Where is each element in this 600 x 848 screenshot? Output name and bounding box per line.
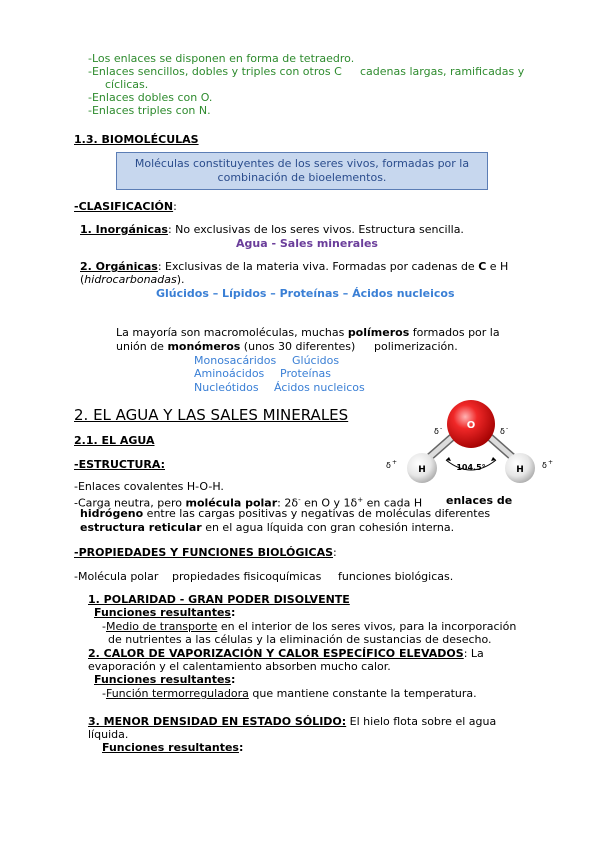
e2-sup1: - xyxy=(298,496,301,504)
macro-monomeros: monómeros xyxy=(167,340,241,353)
mono-2: Aminoácidos xyxy=(194,367,265,380)
carbon-item-1: -Los enlaces se disponen en forma de tetraedro. xyxy=(88,52,355,65)
water-molecule-diagram xyxy=(380,396,564,496)
prop3-line2: líquida. xyxy=(88,728,129,741)
organicas-row xyxy=(80,260,508,273)
prop3-row xyxy=(88,715,496,728)
prop1-medio-transporte: Medio de transporte xyxy=(105,620,218,633)
macro-line2-c: (unos 30 diferentes) xyxy=(240,340,356,353)
carbon-item-2-cont: cadenas largas, ramificadas y xyxy=(360,65,525,78)
hydrogen-left-label: H xyxy=(418,465,426,475)
biomol-box-line1: Moléculas constituyentes de los seres vivos, formadas por la xyxy=(134,157,470,170)
e2-sup2: + xyxy=(357,496,364,504)
organicas-c: C xyxy=(478,260,487,273)
organicas-e-h: e H xyxy=(489,260,509,273)
estructura-line3 xyxy=(80,507,490,520)
oxygen-label: O xyxy=(466,420,476,431)
prop2-f-text: que mantiene constante la temperatura. xyxy=(248,687,477,700)
prop-line-fisico: propiedades fisicoquímicas xyxy=(172,570,322,583)
estructura-line4 xyxy=(80,521,454,534)
prop2-f-line xyxy=(102,687,477,700)
delta-h-right-sign: + xyxy=(548,459,554,466)
prop3-rest: El hielo flota sobre el agua xyxy=(346,715,497,728)
e2-c: : 2δ xyxy=(277,496,299,510)
prop2-rest: : La xyxy=(463,647,484,660)
prop1-f-text: en el interior de los seres vivos, para la incorporación xyxy=(217,620,517,633)
e3-b: entre las cargas positivas y negativas de moléculas diferentes xyxy=(143,507,491,520)
prop2-dash: - xyxy=(102,687,106,700)
carbon-item-2-wrap: cíclicas. xyxy=(105,78,149,91)
prop2-title: 2. CALOR DE VAPORIZACIÓN Y CALOR ESPECÍFICO ELEVADOS xyxy=(88,647,464,660)
e2-e: en cada H xyxy=(363,496,423,510)
propiedades-colon: : xyxy=(333,546,337,559)
prop1-func-label: Funciones resultantes xyxy=(94,606,231,619)
delta-left-o-sign: - xyxy=(440,425,443,432)
prop2-row xyxy=(88,647,484,660)
prop3-func-label: Funciones resultantes xyxy=(102,741,239,754)
organicas-paren-close: ). xyxy=(176,273,185,286)
e3-hidrogeno: hidrógeno xyxy=(80,507,144,520)
inorganicas-label: 1. Inorgánicas xyxy=(80,223,168,236)
macro-line2-a: unión de xyxy=(116,340,168,353)
delta-h-left-sign: + xyxy=(392,459,398,466)
estructura-line1: -Enlaces covalentes H-O-H. xyxy=(74,480,224,493)
carbon-item-4: -Enlaces triples con N. xyxy=(88,104,211,117)
poly-2: Proteínas xyxy=(280,367,332,380)
macro-line2 xyxy=(116,340,355,353)
macro-line1 xyxy=(116,326,500,339)
propiedades-heading-row xyxy=(74,546,337,559)
organicas-paren-open: ( xyxy=(80,273,85,286)
angle-label: 104.5° xyxy=(456,463,486,472)
prop1-title: 1. POLARIDAD - GRAN PODER DISOLVENTE xyxy=(88,593,350,606)
enlaces-de-label: enlaces de xyxy=(446,494,513,507)
macro-polimeros: polímeros xyxy=(347,326,410,339)
prop-line-polar: -Molécula polar xyxy=(74,570,159,583)
clasificacion-colon: : xyxy=(173,200,177,213)
carbon-item-3: -Enlaces dobles con O. xyxy=(88,91,213,104)
prop2-func-label: Funciones resultantes xyxy=(94,673,231,686)
clasificacion-heading-row xyxy=(74,200,177,213)
propiedades-heading: -PROPIEDADES Y FUNCIONES BIOLÓGICAS xyxy=(74,546,334,559)
estructura-heading: -ESTRUCTURA: xyxy=(74,458,166,471)
delta-h-left: δ xyxy=(386,461,391,470)
prop2-termorreguladora: Función termorreguladora xyxy=(105,687,249,700)
carbon-item-2: -Enlaces sencillos, dobles y triples con otros C xyxy=(88,65,342,78)
macro-line1-a: La mayoría son macromoléculas, muchas xyxy=(116,326,348,339)
e2-a: -Carga neutra, pero xyxy=(74,496,186,510)
biomol-heading: 1.3. BIOMOLÉCULAS xyxy=(74,133,199,146)
organicas-hidro: hidrocarbonadas xyxy=(84,273,177,286)
prop3-func-colon: : xyxy=(238,741,244,754)
e4-b: en el agua líquida con gran cohesión interna. xyxy=(201,521,455,534)
mono-1: Monosacáridos xyxy=(194,354,277,367)
delta-left-o: δ xyxy=(434,427,439,436)
poly-1: Glúcidos xyxy=(292,354,340,367)
e2-molecula-polar: molécula polar xyxy=(185,496,278,510)
organicas-text: : Exclusivas de la materia viva. Formadas por cadenas de xyxy=(157,260,475,273)
inorganicas-examples: Agua - Sales minerales xyxy=(236,237,378,250)
biomol-definition-box xyxy=(116,152,488,190)
prop2-line2: evaporación y el calentamiento absorben mucho calor. xyxy=(88,660,391,673)
prop3-func-row xyxy=(102,741,243,754)
macro-line1-c: formados por la xyxy=(409,326,500,339)
delta-right-o-sign: - xyxy=(506,425,509,432)
e2-d: en O y 1δ xyxy=(300,496,358,510)
macro-polimerizacion: polimerización. xyxy=(374,340,458,353)
prop-line-func: funciones biológicas. xyxy=(338,570,454,583)
inorganicas-text: : No exclusivas de los seres vivos. Estructura sencilla. xyxy=(167,223,464,236)
prop2-func-colon: : xyxy=(230,673,236,686)
section-title-agua: 2. EL AGUA Y LAS SALES MINERALES xyxy=(74,406,349,424)
prop3-title: 3. MENOR DENSIDAD EN ESTADO SÓLIDO: xyxy=(88,715,347,728)
prop1-func-colon: : xyxy=(230,606,236,619)
prop1-f-line2: de nutrientes a las células y la eliminación de sustancias de desecho. xyxy=(108,633,492,646)
poly-3: Ácidos nucleicos xyxy=(274,381,365,394)
prop2-func-row xyxy=(94,673,235,686)
clasificacion-heading: -CLASIFICACIÓN xyxy=(74,200,174,213)
organicas-examples: Glúcidos – Lípidos – Proteínas – Ácidos nucleicos xyxy=(156,287,455,300)
prop1-f-line1 xyxy=(102,620,516,633)
delta-right-o: δ xyxy=(500,427,505,436)
hydrogen-right-label: H xyxy=(516,465,524,475)
organicas-label: 2. Orgánicas xyxy=(80,260,158,273)
mono-3: Nucleótidos xyxy=(194,381,259,394)
organicas-row2 xyxy=(80,273,185,286)
biomol-box-line2: combinación de bioelementos. xyxy=(217,171,387,184)
prop1-func-row xyxy=(94,606,235,619)
e4-reticular: estructura reticular xyxy=(80,521,202,534)
subtitle-el-agua: 2.1. EL AGUA xyxy=(74,434,155,447)
delta-h-right: δ xyxy=(542,461,547,470)
prop1-dash: - xyxy=(102,620,106,633)
inorganicas-row xyxy=(80,223,464,236)
